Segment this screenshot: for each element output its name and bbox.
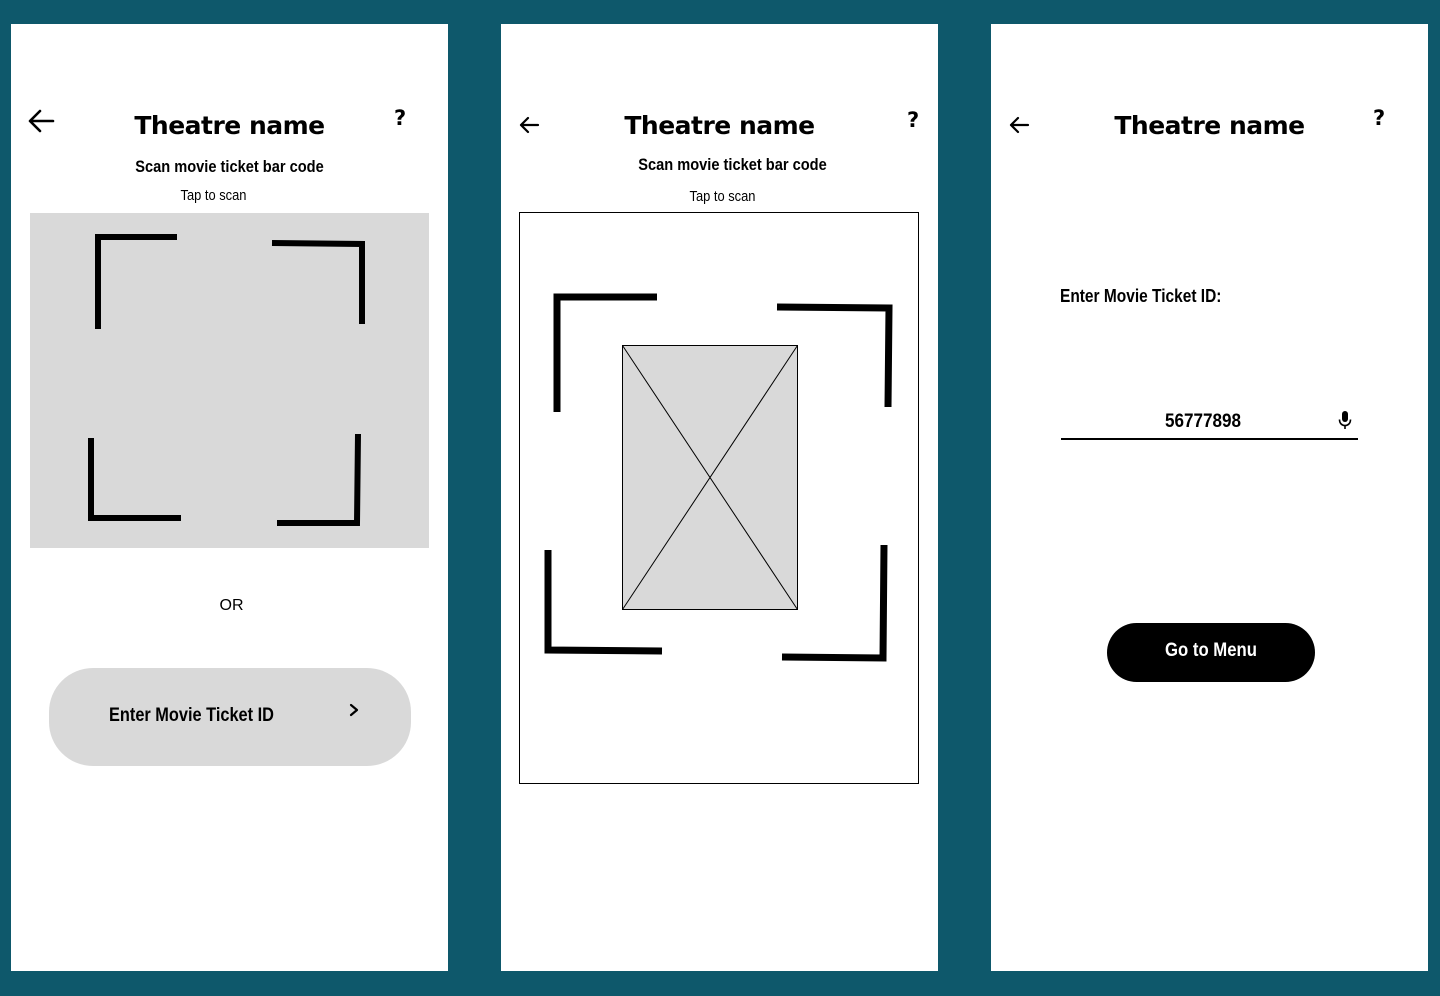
scanning-screen <box>501 24 938 971</box>
microphone-icon[interactable] <box>1338 410 1352 432</box>
enter-ticket-id-label: Enter Movie Ticket ID <box>109 705 274 726</box>
help-button[interactable]: ? <box>394 106 407 130</box>
scan-instruction: Scan movie ticket bar code <box>135 157 324 176</box>
ticket-id-input[interactable] <box>1061 404 1358 440</box>
scan-screen <box>11 24 448 971</box>
scan-instruction: Scan movie ticket bar code <box>638 155 827 174</box>
page-title: Theatre name <box>624 111 815 140</box>
go-to-menu-label: Go to Menu <box>1165 640 1257 661</box>
page-title: Theatre name <box>1114 111 1305 140</box>
help-button[interactable]: ? <box>907 108 920 132</box>
tap-to-scan-hint[interactable]: Tap to scan <box>689 188 756 205</box>
go-to-menu-button[interactable] <box>1107 623 1315 682</box>
scan-area[interactable] <box>30 213 429 548</box>
page-title: Theatre name <box>134 111 325 140</box>
chevron-right-icon <box>347 702 361 718</box>
help-button[interactable]: ? <box>1373 106 1386 130</box>
ticket-id-label: Enter Movie Ticket ID: <box>1060 286 1222 306</box>
or-divider: OR <box>219 597 244 614</box>
ticket-id-value: 56777898 <box>1164 411 1242 432</box>
scan-frame-icon <box>30 213 429 548</box>
image-placeholder-icon <box>622 345 799 611</box>
tap-to-scan-hint[interactable]: Tap to scan <box>180 187 247 204</box>
enter-ticket-id-button[interactable] <box>49 668 411 766</box>
enter-ticket-id-screen <box>991 24 1428 971</box>
